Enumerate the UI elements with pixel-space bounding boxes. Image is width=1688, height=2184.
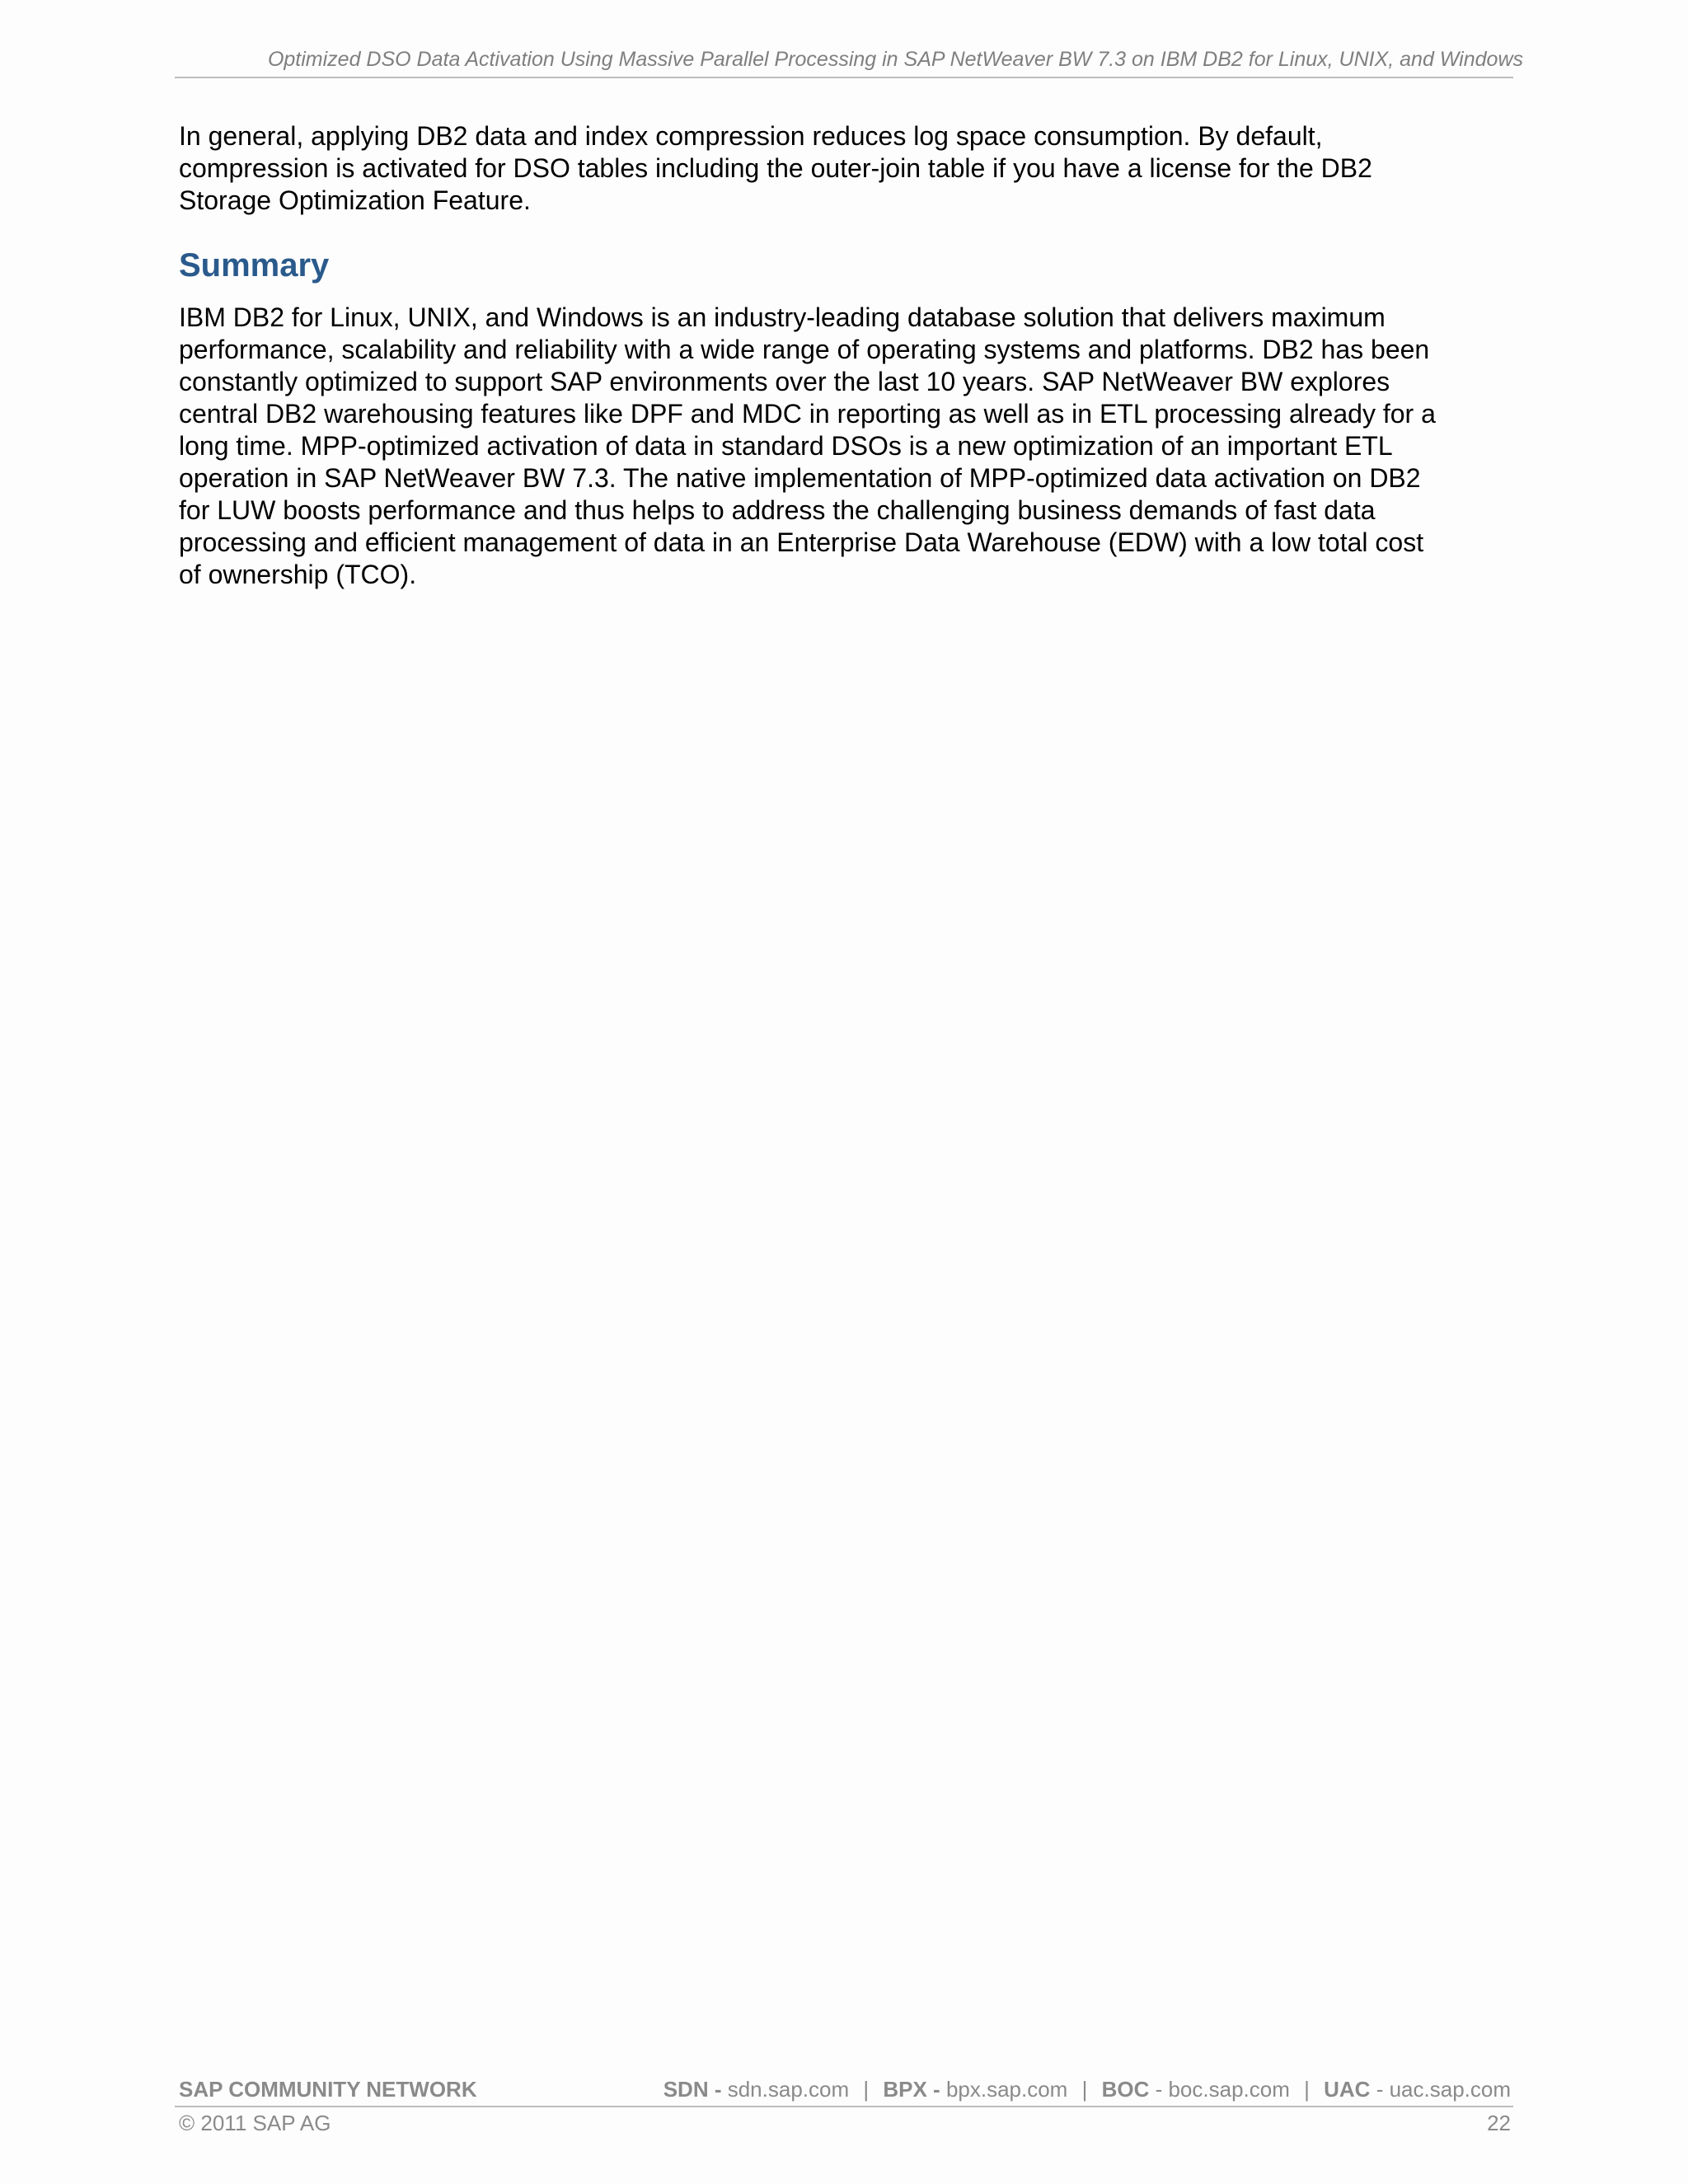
paragraph-line: of ownership (TCO).: [179, 560, 417, 589]
footer-link-uac[interactable]: - uac.sap.com: [1376, 2077, 1511, 2102]
paragraph-line: central DB2 warehousing features like DPF and MDC in reporting as well as in ETL processing already for a: [179, 399, 1436, 429]
footer-bottom-row: [179, 2111, 1511, 2137]
paragraph-line: compression is activated for DSO tables including the outer-join table if you have a license for the DB2: [179, 153, 1372, 183]
running-header-title: Optimized DSO Data Activation Using Massive Parallel Processing in SAP NetWeaver BW 7.3 on IBM DB2 for Linux, UNIX, and Windows: [267, 48, 1523, 71]
page-number: 22: [1487, 2111, 1511, 2135]
copyright-notice: © 2011 SAP AG: [179, 2111, 331, 2135]
footer-link-label: BOC: [1101, 2077, 1150, 2102]
footer-link-bpx[interactable]: bpx.sap.com: [945, 2077, 1068, 2102]
footer-link-sdn[interactable]: sdn.sap.com: [727, 2077, 850, 2102]
summary-paragraph: [179, 302, 1522, 591]
paragraph-line: operation in SAP NetWeaver BW 7.3. The native implementation of MPP-optimized data activation on DB2: [179, 463, 1421, 493]
paragraph-line: long time. MPP-optimized activation of data in standard DSOs is a new optimization of an important ETL: [179, 431, 1393, 461]
paragraph-line: processing and efficient management of data in an Enterprise Data Warehouse (EDW) with a low total cost: [179, 527, 1424, 557]
footer-brand: SAP COMMUNITY NETWORK: [179, 2077, 477, 2102]
footer-link-label: UAC: [1324, 2077, 1371, 2102]
footer-divider: [175, 2106, 1513, 2107]
footer-link-label: SDN -: [663, 2077, 722, 2102]
footer-link-boc[interactable]: - boc.sap.com: [1155, 2077, 1290, 2102]
paragraph-line: IBM DB2 for Linux, UNIX, and Windows is an industry-leading database solution that delivers maximum: [179, 302, 1386, 332]
footer-separator: |: [1304, 2077, 1310, 2102]
paragraph-line: Storage Optimization Feature.: [179, 185, 531, 215]
footer-link-label: BPX -: [883, 2077, 940, 2102]
paragraph-line: performance, scalability and reliability with a wide range of operating systems and platforms. DB2 has been: [179, 335, 1430, 364]
footer-links: [663, 2077, 1511, 2102]
paragraph-line: In general, applying DB2 data and index compression reduces log space consumption. By default,: [179, 121, 1323, 151]
page-footer: [179, 2077, 1511, 2103]
section-heading-summary: Summary: [179, 247, 330, 284]
paragraph-line: constantly optimized to support SAP environments over the last 10 years. SAP NetWeaver BW explores: [179, 367, 1390, 396]
paragraph-line: for LUW boosts performance and thus helps to address the challenging business demands of fast data: [179, 495, 1376, 525]
intro-paragraph: [179, 120, 1522, 217]
footer-separator: |: [863, 2077, 870, 2102]
footer-separator: |: [1081, 2077, 1088, 2102]
header-divider: [175, 77, 1513, 78]
